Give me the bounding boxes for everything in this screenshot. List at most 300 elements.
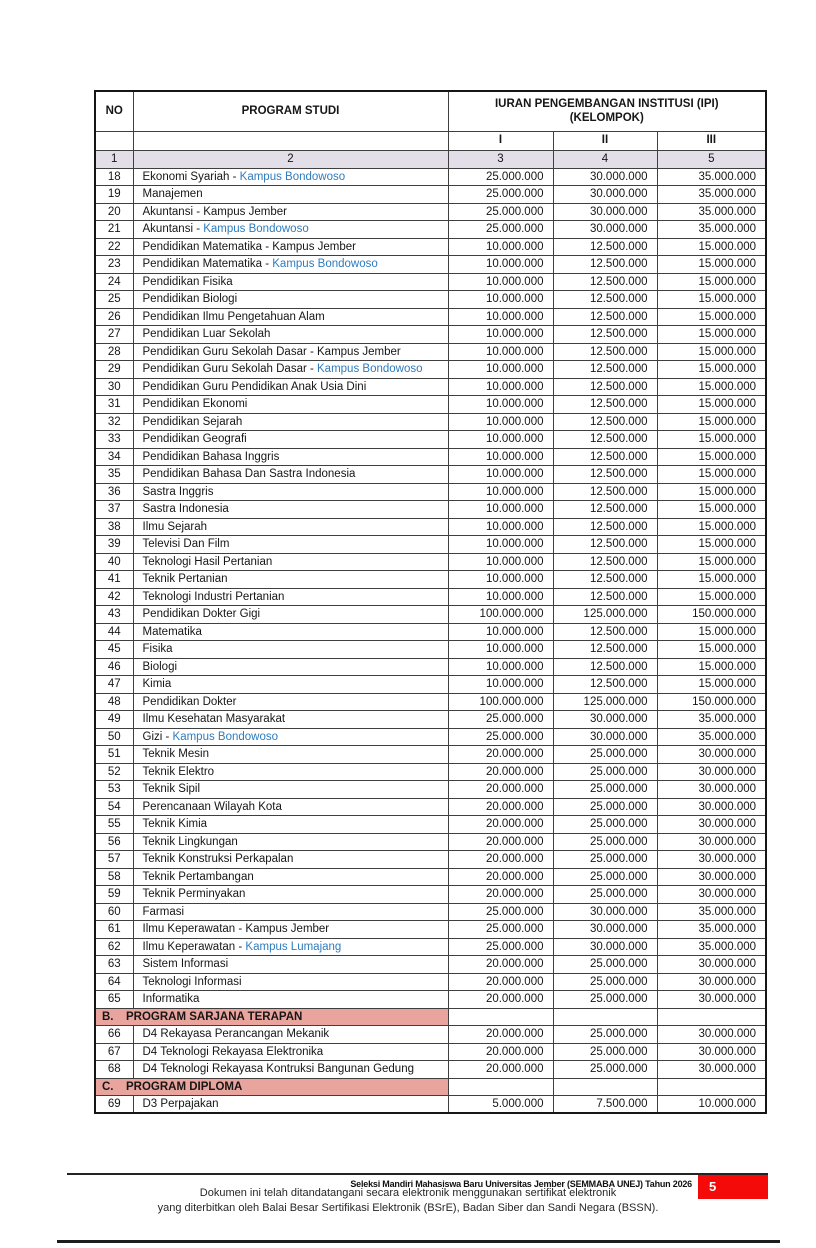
program-name: Biologi — [133, 658, 448, 676]
fee-group-2: 25.000.000 — [553, 833, 657, 851]
empty-cell — [95, 131, 133, 150]
fee-group-1: 10.000.000 — [448, 501, 553, 519]
program-row — [95, 168, 766, 186]
fee-group-1: 10.000.000 — [448, 536, 553, 554]
fee-group-3: 15.000.000 — [657, 658, 766, 676]
fee-group-3: 15.000.000 — [657, 256, 766, 274]
fee-group-2: 12.500.000 — [553, 571, 657, 589]
fee-group-2: 25.000.000 — [553, 886, 657, 904]
fee-group-1: 20.000.000 — [448, 763, 553, 781]
empty-cell — [448, 1008, 553, 1026]
fee-group-3: 35.000.000 — [657, 921, 766, 939]
fee-group-3: 30.000.000 — [657, 746, 766, 764]
fee-group-2: 30.000.000 — [553, 921, 657, 939]
program-row — [95, 1043, 766, 1061]
row-number: 65 — [95, 991, 133, 1009]
program-row — [95, 781, 766, 799]
row-number: 27 — [95, 326, 133, 344]
fee-group-1: 25.000.000 — [448, 903, 553, 921]
group-label-3: III — [657, 131, 766, 150]
fee-group-2: 12.500.000 — [553, 256, 657, 274]
program-name: Gizi - Kampus Bondowoso — [133, 728, 448, 746]
row-number: 33 — [95, 431, 133, 449]
fee-group-2: 30.000.000 — [553, 938, 657, 956]
program-name: Sistem Informasi — [133, 956, 448, 974]
fee-group-3: 15.000.000 — [657, 326, 766, 344]
fee-group-1: 10.000.000 — [448, 676, 553, 694]
row-number: 37 — [95, 501, 133, 519]
program-name: Teknologi Hasil Pertanian — [133, 553, 448, 571]
fee-group-3: 30.000.000 — [657, 956, 766, 974]
program-row — [95, 746, 766, 764]
fee-group-2: 30.000.000 — [553, 203, 657, 221]
program-row — [95, 886, 766, 904]
program-row — [95, 728, 766, 746]
fee-group-3: 15.000.000 — [657, 676, 766, 694]
program-name: Teknik Elektro — [133, 763, 448, 781]
fee-group-3: 35.000.000 — [657, 711, 766, 729]
fee-group-2: 30.000.000 — [553, 903, 657, 921]
row-number: 19 — [95, 186, 133, 204]
fee-group-3: 30.000.000 — [657, 991, 766, 1009]
program-row — [95, 658, 766, 676]
program-name: Pendidikan Guru Sekolah Dasar - Kampus Jember — [133, 343, 448, 361]
fee-group-3: 30.000.000 — [657, 1043, 766, 1061]
row-number: 26 — [95, 308, 133, 326]
fee-group-1: 10.000.000 — [448, 378, 553, 396]
row-number: 18 — [95, 168, 133, 186]
col-index-3: 3 — [448, 150, 553, 168]
row-number: 58 — [95, 868, 133, 886]
page-bottom-rule — [57, 1240, 780, 1243]
fee-group-3: 30.000.000 — [657, 886, 766, 904]
fee-group-1: 10.000.000 — [448, 571, 553, 589]
row-number: 66 — [95, 1026, 133, 1044]
program-name: Ilmu Kesehatan Masyarakat — [133, 711, 448, 729]
program-row — [95, 641, 766, 659]
section-letter: C. — [102, 1080, 114, 1093]
program-row — [95, 693, 766, 711]
row-number: 24 — [95, 273, 133, 291]
program-row — [95, 186, 766, 204]
fee-group-2: 7.500.000 — [553, 1096, 657, 1114]
program-name: Teknik Sipil — [133, 781, 448, 799]
program-row — [95, 903, 766, 921]
program-name: Teknik Pertambangan — [133, 868, 448, 886]
row-number: 68 — [95, 1061, 133, 1079]
row-number: 32 — [95, 413, 133, 431]
program-name: Pendidikan Ekonomi — [133, 396, 448, 414]
fee-group-3: 15.000.000 — [657, 466, 766, 484]
program-name: Teknik Pertanian — [133, 571, 448, 589]
fee-group-1: 20.000.000 — [448, 798, 553, 816]
col-index-1: 1 — [95, 150, 133, 168]
fee-group-2: 25.000.000 — [553, 991, 657, 1009]
fee-group-3: 30.000.000 — [657, 798, 766, 816]
row-number: 25 — [95, 291, 133, 309]
program-name: Pendidikan Guru Pendidikan Anak Usia Dini — [133, 378, 448, 396]
program-row — [95, 483, 766, 501]
row-number: 42 — [95, 588, 133, 606]
fee-group-1: 20.000.000 — [448, 833, 553, 851]
fee-group-1: 100.000.000 — [448, 693, 553, 711]
program-row — [95, 816, 766, 834]
program-name: Fisika — [133, 641, 448, 659]
row-number: 40 — [95, 553, 133, 571]
fee-group-1: 10.000.000 — [448, 623, 553, 641]
row-number: 64 — [95, 973, 133, 991]
fee-group-2: 25.000.000 — [553, 1061, 657, 1079]
program-name: D3 Perpajakan — [133, 1096, 448, 1114]
group-label-2: II — [553, 131, 657, 150]
program-name: Sastra Indonesia — [133, 501, 448, 519]
fee-group-3: 15.000.000 — [657, 571, 766, 589]
row-number: 52 — [95, 763, 133, 781]
fee-group-3: 30.000.000 — [657, 781, 766, 799]
fee-group-2: 12.500.000 — [553, 343, 657, 361]
fee-group-1: 10.000.000 — [448, 273, 553, 291]
program-row — [95, 676, 766, 694]
fee-group-3: 35.000.000 — [657, 168, 766, 186]
program-row — [95, 798, 766, 816]
fee-group-3: 35.000.000 — [657, 186, 766, 204]
fee-group-2: 12.500.000 — [553, 448, 657, 466]
program-name: Pendidikan Ilmu Pengetahuan Alam — [133, 308, 448, 326]
program-name: Teknologi Industri Pertanian — [133, 588, 448, 606]
row-number: 28 — [95, 343, 133, 361]
fee-group-2: 25.000.000 — [553, 1043, 657, 1061]
fee-group-2: 12.500.000 — [553, 483, 657, 501]
fee-group-1: 25.000.000 — [448, 186, 553, 204]
fee-group-2: 125.000.000 — [553, 606, 657, 624]
program-row — [95, 1026, 766, 1044]
header-ipi-line2: (KELOMPOK) — [569, 112, 644, 125]
row-number: 39 — [95, 536, 133, 554]
fee-group-3: 35.000.000 — [657, 938, 766, 956]
table-header-row — [95, 91, 766, 131]
section-title — [95, 1078, 448, 1096]
fee-group-2: 125.000.000 — [553, 693, 657, 711]
program-name: Pendidikan Geografi — [133, 431, 448, 449]
program-row — [95, 763, 766, 781]
fee-group-2: 25.000.000 — [553, 781, 657, 799]
fee-group-2: 30.000.000 — [553, 711, 657, 729]
column-index-row — [95, 150, 766, 168]
program-row — [95, 343, 766, 361]
program-row — [95, 956, 766, 974]
program-name: Pendidikan Matematika - Kampus Bondowoso — [133, 256, 448, 274]
program-name: Ilmu Keperawatan - Kampus Lumajang — [133, 938, 448, 956]
empty-cell — [553, 1008, 657, 1026]
fee-group-2: 25.000.000 — [553, 798, 657, 816]
fee-group-1: 25.000.000 — [448, 203, 553, 221]
fee-group-1: 25.000.000 — [448, 728, 553, 746]
row-number: 62 — [95, 938, 133, 956]
fee-group-2: 12.500.000 — [553, 641, 657, 659]
fee-group-1: 10.000.000 — [448, 308, 553, 326]
program-name: Pendidikan Bahasa Inggris — [133, 448, 448, 466]
fee-group-1: 20.000.000 — [448, 816, 553, 834]
footer-divider — [67, 1173, 768, 1175]
fee-group-1: 20.000.000 — [448, 1043, 553, 1061]
program-name: Teknik Perminyakan — [133, 886, 448, 904]
signature-note-line2: yang diterbitkan oleh Balai Besar Sertifikasi Elektronik (BSrE), Badan Siber dan Sandi Negara (BSSN). — [157, 1202, 659, 1214]
fee-group-2: 30.000.000 — [553, 186, 657, 204]
program-row — [95, 273, 766, 291]
program-row — [95, 921, 766, 939]
row-number: 30 — [95, 378, 133, 396]
fee-group-2: 12.500.000 — [553, 431, 657, 449]
fee-group-1: 20.000.000 — [448, 1061, 553, 1079]
fee-group-2: 12.500.000 — [553, 308, 657, 326]
program-name: Ekonomi Syariah - Kampus Bondowoso — [133, 168, 448, 186]
program-name: D4 Teknologi Rekayasa Kontruksi Bangunan Gedung — [133, 1061, 448, 1079]
program-name: Pendidikan Matematika - Kampus Jember — [133, 238, 448, 256]
fee-group-1: 10.000.000 — [448, 658, 553, 676]
fee-group-2: 25.000.000 — [553, 1026, 657, 1044]
program-table-body — [95, 168, 766, 1113]
fee-group-2: 12.500.000 — [553, 396, 657, 414]
program-name: Teknologi Informasi — [133, 973, 448, 991]
program-row — [95, 833, 766, 851]
fee-group-1: 25.000.000 — [448, 221, 553, 239]
section-name: PROGRAM SARJANA TERAPAN — [126, 1010, 303, 1023]
fee-group-3: 15.000.000 — [657, 431, 766, 449]
header-ipi-line1: IURAN PENGEMBANGAN INSTITUSI (IPI) — [494, 97, 719, 110]
program-name: Televisi Dan Film — [133, 536, 448, 554]
fee-group-1: 10.000.000 — [448, 343, 553, 361]
program-row — [95, 623, 766, 641]
row-number: 47 — [95, 676, 133, 694]
page-number-badge: 5 — [698, 1175, 768, 1199]
fee-group-3: 15.000.000 — [657, 378, 766, 396]
section-header-row — [95, 1078, 766, 1096]
fee-group-1: 20.000.000 — [448, 991, 553, 1009]
fee-group-3: 15.000.000 — [657, 588, 766, 606]
fee-group-1: 10.000.000 — [448, 361, 553, 379]
fee-group-3: 15.000.000 — [657, 483, 766, 501]
fee-group-2: 12.500.000 — [553, 501, 657, 519]
program-row — [95, 938, 766, 956]
fee-group-2: 30.000.000 — [553, 728, 657, 746]
fee-group-3: 30.000.000 — [657, 1026, 766, 1044]
fee-group-3: 35.000.000 — [657, 728, 766, 746]
section-title — [95, 1008, 448, 1026]
row-number: 51 — [95, 746, 133, 764]
campus-name-highlight: Kampus Bondowoso — [203, 223, 309, 236]
row-number: 34 — [95, 448, 133, 466]
program-name: Ilmu Keperawatan - Kampus Jember — [133, 921, 448, 939]
program-name: Pendidikan Luar Sekolah — [133, 326, 448, 344]
fee-group-1: 25.000.000 — [448, 168, 553, 186]
header-ipi-group — [448, 91, 766, 131]
row-number: 50 — [95, 728, 133, 746]
program-row — [95, 256, 766, 274]
row-number: 61 — [95, 921, 133, 939]
fee-group-1: 20.000.000 — [448, 781, 553, 799]
program-row — [95, 1096, 766, 1114]
fee-group-1: 10.000.000 — [448, 396, 553, 414]
program-row — [95, 536, 766, 554]
fee-group-2: 12.500.000 — [553, 588, 657, 606]
fee-group-3: 15.000.000 — [657, 448, 766, 466]
fee-group-1: 10.000.000 — [448, 518, 553, 536]
fee-group-2: 30.000.000 — [553, 221, 657, 239]
fee-group-2: 25.000.000 — [553, 868, 657, 886]
fee-group-2: 12.500.000 — [553, 518, 657, 536]
fee-group-2: 25.000.000 — [553, 763, 657, 781]
row-number: 43 — [95, 606, 133, 624]
program-name: Ilmu Sejarah — [133, 518, 448, 536]
row-number: 69 — [95, 1096, 133, 1114]
fee-group-1: 10.000.000 — [448, 641, 553, 659]
program-row — [95, 553, 766, 571]
program-name: Teknik Kimia — [133, 816, 448, 834]
fee-group-1: 25.000.000 — [448, 938, 553, 956]
fee-group-2: 25.000.000 — [553, 816, 657, 834]
row-number: 46 — [95, 658, 133, 676]
fee-group-2: 12.500.000 — [553, 326, 657, 344]
fee-group-2: 12.500.000 — [553, 361, 657, 379]
fee-group-1: 20.000.000 — [448, 956, 553, 974]
fee-group-2: 12.500.000 — [553, 466, 657, 484]
row-number: 20 — [95, 203, 133, 221]
row-number: 60 — [95, 903, 133, 921]
program-row — [95, 501, 766, 519]
row-number: 67 — [95, 1043, 133, 1061]
program-row — [95, 378, 766, 396]
fee-group-2: 12.500.000 — [553, 291, 657, 309]
fee-group-2: 25.000.000 — [553, 851, 657, 869]
program-name: Sastra Inggris — [133, 483, 448, 501]
fee-group-2: 25.000.000 — [553, 973, 657, 991]
row-number: 55 — [95, 816, 133, 834]
fee-group-1: 10.000.000 — [448, 448, 553, 466]
fee-group-3: 30.000.000 — [657, 763, 766, 781]
fee-group-1: 20.000.000 — [448, 1026, 553, 1044]
section-header-row — [95, 1008, 766, 1026]
empty-cell — [657, 1078, 766, 1096]
program-name: D4 Teknologi Rekayasa Elektronika — [133, 1043, 448, 1061]
row-number: 38 — [95, 518, 133, 536]
fee-group-3: 15.000.000 — [657, 291, 766, 309]
program-name: Informatika — [133, 991, 448, 1009]
fee-group-3: 15.000.000 — [657, 238, 766, 256]
row-number: 29 — [95, 361, 133, 379]
header-program-studi: PROGRAM STUDI — [133, 91, 448, 131]
fee-group-1: 5.000.000 — [448, 1096, 553, 1114]
fee-group-3: 15.000.000 — [657, 623, 766, 641]
fee-group-3: 150.000.000 — [657, 606, 766, 624]
program-row — [95, 238, 766, 256]
empty-cell — [553, 1078, 657, 1096]
empty-cell — [448, 1078, 553, 1096]
program-name: Teknik Mesin — [133, 746, 448, 764]
program-row — [95, 431, 766, 449]
campus-name-highlight: Kampus Lumajang — [245, 940, 342, 953]
program-row — [95, 711, 766, 729]
row-number: 49 — [95, 711, 133, 729]
fee-group-1: 25.000.000 — [448, 921, 553, 939]
program-row — [95, 361, 766, 379]
fee-group-2: 12.500.000 — [553, 676, 657, 694]
program-name: Teknik Lingkungan — [133, 833, 448, 851]
program-name: Teknik Konstruksi Perkapalan — [133, 851, 448, 869]
signature-note-line1: Dokumen ini telah ditandatangani secara elektronik menggunakan sertifikat elektronik — [199, 1187, 617, 1199]
fee-group-1: 10.000.000 — [448, 466, 553, 484]
row-number: 21 — [95, 221, 133, 239]
program-row — [95, 588, 766, 606]
program-row — [95, 851, 766, 869]
program-row — [95, 571, 766, 589]
campus-name-highlight: Kampus Bondowoso — [239, 170, 346, 183]
campus-name-highlight: Kampus Bondowoso — [317, 363, 423, 376]
fee-group-3: 35.000.000 — [657, 203, 766, 221]
fee-group-1: 10.000.000 — [448, 413, 553, 431]
fee-group-1: 25.000.000 — [448, 711, 553, 729]
fee-group-3: 15.000.000 — [657, 273, 766, 291]
program-row — [95, 466, 766, 484]
fee-group-3: 15.000.000 — [657, 518, 766, 536]
program-row — [95, 326, 766, 344]
program-row — [95, 868, 766, 886]
row-number: 57 — [95, 851, 133, 869]
section-letter: B. — [102, 1010, 114, 1023]
fee-group-2: 12.500.000 — [553, 238, 657, 256]
fee-group-1: 10.000.000 — [448, 326, 553, 344]
program-row — [95, 1061, 766, 1079]
ipi-fee-table — [94, 90, 767, 1114]
fee-group-3: 35.000.000 — [657, 221, 766, 239]
fee-group-1: 10.000.000 — [448, 483, 553, 501]
program-name: Pendidikan Biologi — [133, 291, 448, 309]
fee-group-3: 15.000.000 — [657, 641, 766, 659]
campus-name-highlight: Kampus Bondowoso — [272, 258, 378, 271]
fee-group-3: 15.000.000 — [657, 553, 766, 571]
campus-name-highlight: Kampus Bondowoso — [172, 730, 279, 743]
fee-group-2: 12.500.000 — [553, 378, 657, 396]
col-index-2: 2 — [133, 150, 448, 168]
fee-group-3: 30.000.000 — [657, 868, 766, 886]
table-group-row — [95, 131, 766, 150]
program-name: Kimia — [133, 676, 448, 694]
empty-cell — [133, 131, 448, 150]
table-header-section — [95, 91, 766, 168]
fee-group-1: 10.000.000 — [448, 291, 553, 309]
program-row — [95, 606, 766, 624]
fee-group-3: 30.000.000 — [657, 1061, 766, 1079]
fee-group-2: 30.000.000 — [553, 168, 657, 186]
fee-group-2: 25.000.000 — [553, 956, 657, 974]
program-row — [95, 518, 766, 536]
program-name: Pendidikan Sejarah — [133, 413, 448, 431]
row-number: 35 — [95, 466, 133, 484]
program-name: Pendidikan Fisika — [133, 273, 448, 291]
program-row — [95, 991, 766, 1009]
program-row — [95, 221, 766, 239]
footer-program-note: Seleksi Mandiri Mahasiswa Baru Universitas Jember (SEMMABA UNEJ) Tahun 2026 — [350, 1179, 692, 1189]
program-row — [95, 973, 766, 991]
program-row — [95, 396, 766, 414]
row-number: 36 — [95, 483, 133, 501]
row-number: 45 — [95, 641, 133, 659]
fee-group-1: 10.000.000 — [448, 588, 553, 606]
program-name: Akuntansi - Kampus Bondowoso — [133, 221, 448, 239]
fee-group-2: 12.500.000 — [553, 623, 657, 641]
fee-group-3: 35.000.000 — [657, 903, 766, 921]
row-number: 22 — [95, 238, 133, 256]
program-row — [95, 203, 766, 221]
